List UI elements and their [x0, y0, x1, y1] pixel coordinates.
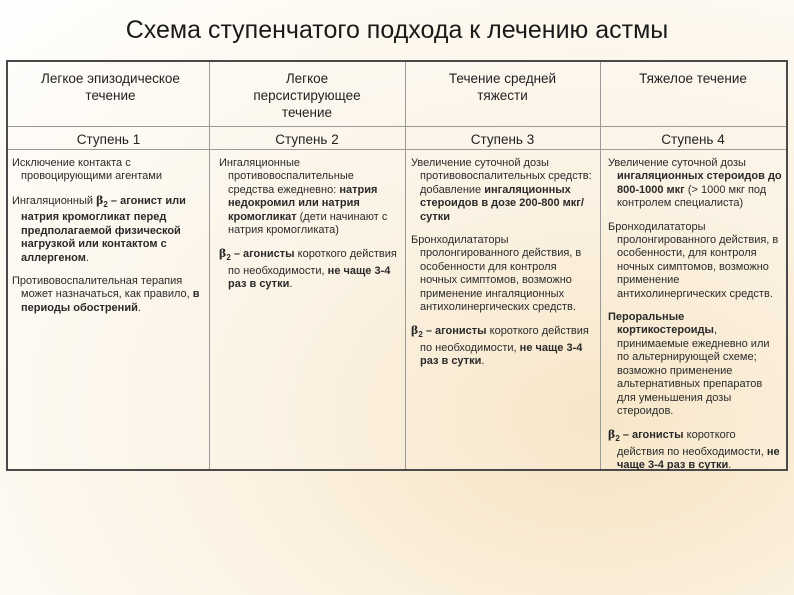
body-paragraph: [219, 157, 399, 237]
text-run-bold: – агонисты: [619, 429, 684, 442]
text-run: Увеличение суточной дозы противовоспалительных средств: добавление: [411, 157, 592, 196]
body-paragraph: [411, 234, 594, 314]
column-step-3: [405, 62, 600, 469]
step-label: Ступень 3: [470, 132, 535, 147]
step-label: Ступень 1: [76, 132, 141, 147]
body-paragraph: [219, 247, 399, 291]
text-run-bold: ингаляционных стероидов до 800-1000 мкг: [617, 170, 782, 196]
step-label: Ступень 4: [661, 132, 725, 147]
column-step-4: [600, 62, 786, 472]
body-paragraph: [12, 157, 203, 184]
text-run-bold: – агонисты: [230, 248, 295, 261]
subscript: 2: [103, 200, 108, 209]
column-body: [12, 157, 203, 325]
text-run: Увеличение суточной дозы: [608, 157, 746, 169]
text-run-bold: не чаще 3-4 раз в сутки: [420, 342, 583, 368]
text-run: Бронходилататоры пролонгированного действия, в особенности, для контроля ночных симптомов, возможно применение антихолинергических средств.: [608, 220, 779, 300]
step-label: Ступень 2: [275, 132, 339, 147]
body-paragraph: [12, 275, 203, 315]
body-paragraph: [608, 157, 782, 211]
text-run: .: [289, 278, 293, 291]
column-body: [608, 157, 782, 483]
beta-symbol: β: [96, 193, 104, 207]
body-paragraph: [411, 324, 594, 368]
text-run-bold: не чаще 3-4 раз в сутки: [617, 445, 780, 472]
text-run: (дети начинают с натрия кромогликата): [228, 210, 388, 237]
text-run: , принимаемые ежедневно или по альтернирующей схеме; возможно применение альтернативных препаратов для уменьшения дозы стероидов.: [617, 324, 770, 417]
subscript: 2: [226, 253, 231, 263]
text-run: Бронходилататоры пролонгированного действия, в особенности для контроля ночных симптомов, возможно применение ингаляционных антихолинергических средств.: [411, 234, 582, 314]
body-paragraph: [608, 428, 782, 472]
text-run: Ингаляционные противовоспалительные средства ежедневно:: [219, 157, 354, 196]
text-run: .: [137, 301, 141, 314]
text-run: .: [481, 355, 485, 368]
column-step-2: [209, 62, 405, 469]
text-run-bold: натрия недокромил или натрия кромогликат: [228, 183, 378, 223]
text-run-bold: не чаще 3-4 раз в сутки: [228, 265, 391, 291]
text-run: короткого действия по необходимости,: [617, 429, 767, 458]
beta-symbol: β: [411, 324, 419, 338]
body-paragraph: [12, 194, 203, 265]
text-run-bold: в периоды обострений: [21, 288, 200, 314]
column-header: Тяжелое течение: [639, 71, 747, 86]
column-header: Течение средней тяжести: [448, 71, 557, 103]
text-run: Исключение контакта с провоцирующими агентами: [12, 157, 162, 183]
subscript: 2: [615, 434, 620, 444]
body-paragraph: [411, 157, 594, 224]
text-run: .: [85, 251, 89, 264]
text-run: Противовоспалительная терапия может назначаться, как правило,: [12, 275, 193, 301]
beta-symbol: β: [219, 247, 227, 261]
column-header: Легкое персистирующее течение: [253, 71, 361, 120]
text-run: короткого действия по необходимости,: [420, 325, 589, 355]
column-body: [219, 157, 399, 302]
text-run: короткого действия по необходимости,: [228, 248, 397, 278]
text-run-bold: – агонист или натрия кромогликат перед предполагаемой физической нагрузкой или контактом с аллергеном: [21, 194, 186, 264]
beta-symbol: β: [608, 428, 616, 442]
treatment-table: [6, 60, 788, 471]
text-run-bold: – агонисты: [422, 325, 487, 338]
text-run-bold: ингаляционных стероидов в дозе 200-800 мкг/сутки: [420, 183, 584, 223]
text-run: .: [728, 459, 732, 472]
column-step-1: [8, 62, 209, 469]
column-body: [411, 157, 594, 379]
text-run-bold: Пероральные кортикостероиды: [608, 311, 714, 337]
body-paragraph: [608, 311, 782, 418]
subscript: 2: [418, 330, 423, 340]
body-paragraph: [608, 221, 782, 301]
text-run: (> 1000 мкг под контролем специалиста): [617, 183, 767, 210]
page-title: Схема ступенчатого подхода к лечению астмы: [125, 16, 669, 44]
text-run: Ингаляционный: [12, 194, 97, 207]
column-header: Легкое эпизодическое течение: [41, 71, 180, 103]
